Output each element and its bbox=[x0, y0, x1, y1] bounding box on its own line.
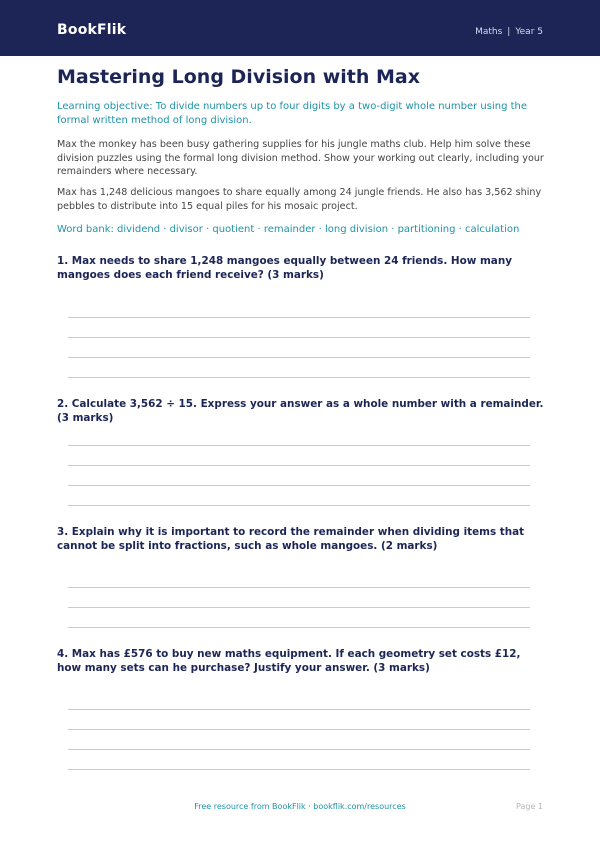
footer-credit[interactable]: Free resource from BookFlik · bookflik.com/resources bbox=[194, 802, 406, 811]
answer-line bbox=[68, 357, 530, 358]
answer-line bbox=[68, 337, 530, 338]
answer-line bbox=[68, 627, 530, 628]
page-header bbox=[0, 0, 600, 56]
question-1: 1. Max needs to share 1,248 mangoes equally between 24 friends. How many mangoes does each friend receive? (3 marks) bbox=[57, 255, 512, 281]
answer-line bbox=[68, 749, 530, 750]
intro-paragraph-1: Max the monkey has been busy gathering supplies for his jungle maths club. Help him solve these division puzzles using the formal long division method. Show your working out clearly, including your remainders where necessary. bbox=[57, 139, 544, 177]
subject-year bbox=[475, 27, 543, 37]
answer-line bbox=[68, 505, 530, 506]
subject-label: Maths bbox=[475, 27, 503, 37]
answer-line bbox=[68, 445, 530, 446]
answer-line bbox=[68, 317, 530, 318]
question-2: 2. Calculate 3,562 ÷ 15. Express your answer as a whole number with a remainder. (3 marks) bbox=[57, 398, 544, 424]
meta-separator: | bbox=[507, 27, 511, 37]
answer-line bbox=[68, 587, 530, 588]
page-number: Page 1 bbox=[516, 802, 543, 811]
answer-line bbox=[68, 769, 530, 770]
word-bank: Word bank: dividend · divisor · quotient · remainder · long division · partitioning · calculation bbox=[57, 224, 520, 235]
answer-line bbox=[68, 485, 530, 486]
brand-logo: BookFlik bbox=[57, 22, 127, 38]
answer-line bbox=[68, 729, 530, 730]
page-title: Mastering Long Division with Max bbox=[57, 66, 421, 88]
answer-line bbox=[68, 709, 530, 710]
answer-line bbox=[68, 607, 530, 608]
learning-objective: Learning objective: To divide numbers up to four digits by a two-digit whole number using the formal written method of long division. bbox=[57, 101, 528, 126]
year-label: Year 5 bbox=[515, 27, 543, 37]
intro-paragraph-2: Max has 1,248 delicious mangoes to share equally among 24 jungle friends. He also has 3,562 shiny pebbles to distribute into 15 equal piles for his mosaic project. bbox=[57, 187, 542, 212]
question-4: 4. Max has £576 to buy new maths equipment. If each geometry set costs £12, how many sets can he purchase? Justify your answer. (3 marks) bbox=[57, 648, 521, 674]
question-3: 3. Explain why it is important to record the remainder when dividing items that cannot be split into fractions, such as whole mangoes. (2 marks) bbox=[57, 526, 525, 552]
answer-line bbox=[68, 465, 530, 466]
answer-line bbox=[68, 377, 530, 378]
